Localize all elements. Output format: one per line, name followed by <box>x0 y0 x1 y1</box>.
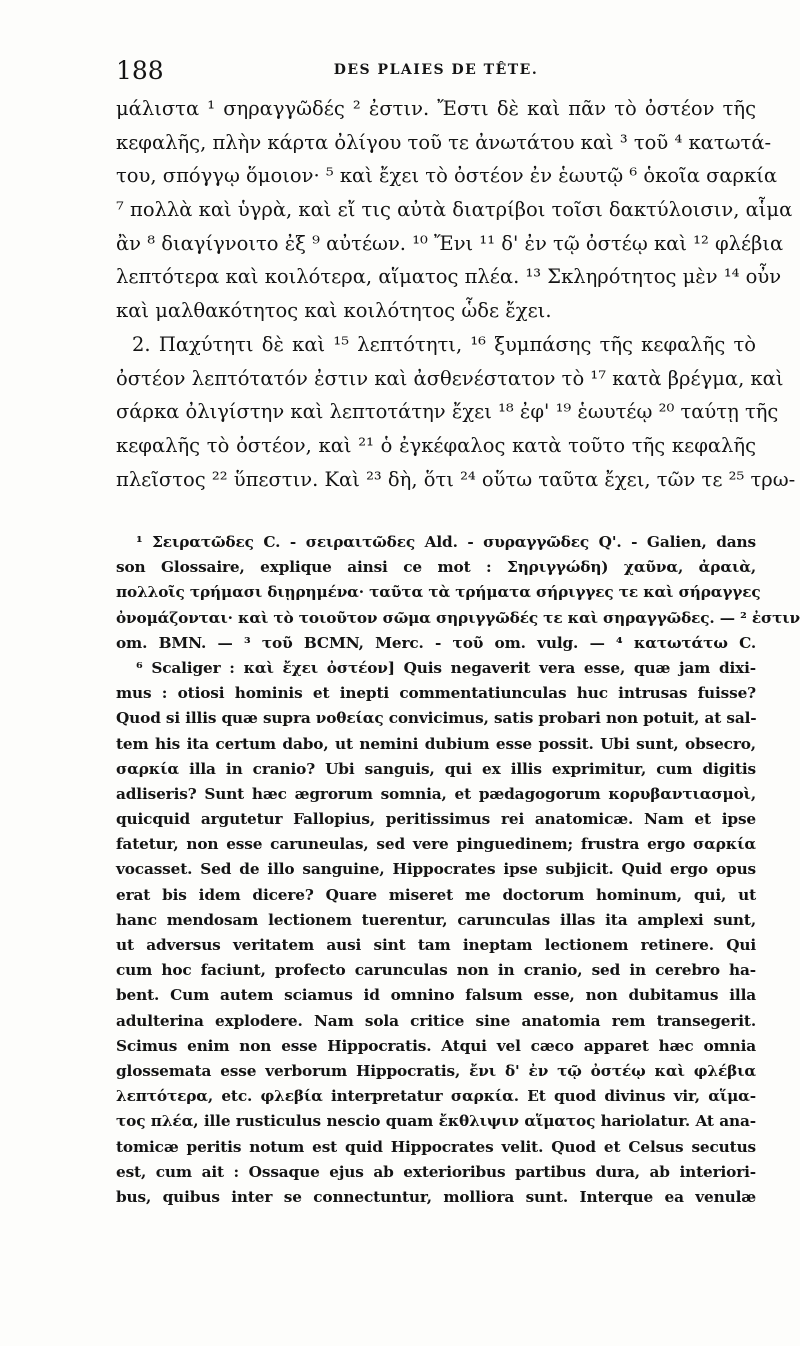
main-text <box>116 92 796 496</box>
main-text-line: κεφαλῆς τὸ ὀστέον, καὶ ²¹ ὁ ἐγκέφαλος κατὰ τοῦτο τῆς κεφαλῆς <box>116 433 756 457</box>
footnote-line: πολλοῖς τρήμασι διῃρημένα· ταῦτα τὰ τρήματα σήριγγες τε καὶ σήραγγες <box>116 583 761 602</box>
footnote-line: ut adversus veritatem ausi sint tam ineptam lectionem retinere. Qui <box>116 936 756 954</box>
main-text-line: ἂν ⁸ διαγίγνοιτο ἐξ ⁹ αὐτέων. ¹⁰ Ἔνι ¹¹ δ' ἐν τῷ ὀστέῳ καὶ ¹² φλέβια <box>116 231 784 255</box>
footnotes <box>116 530 800 1210</box>
footnote-line: Scimus enim non esse Hippocratis. Atqui vel cæco apparet hæc omnia <box>116 1036 756 1055</box>
main-text-line: κεφαλῆς, πλὴν κάρτα ὀλίγου τοῦ τε ἀνωτάτου καὶ ³ τοῦ ⁴ κατωτά- <box>116 130 772 154</box>
footnote-line: tomicæ peritis notum est quid Hippocrates velit. Quod et Celsus secutus <box>116 1137 756 1156</box>
main-text-line: καὶ μαλθακότητος καὶ κοιλότητος ὧδε ἔχει. <box>116 299 552 323</box>
page-header <box>116 56 756 86</box>
footnote-line: vocasset. Sed de illo sanguine, Hippocrates ipse subjicit. Quid ergo opus <box>116 860 756 879</box>
footnote-line: λεπτότερα, etc. φλεβία interpretatur σαρκία. Et quod divinus vir, αἵμα- <box>116 1087 756 1106</box>
running-head: DES PLAIES DE TÊTE. <box>333 62 539 78</box>
main-text-line: πλεῖστος ²² ὕπεστιν. Καὶ ²³ δὴ, ὅτι ²⁴ οὕτω ταῦτα ἔχει, τῶν τε ²⁵ τρω- <box>116 467 796 491</box>
main-text-line: λεπτότερα καὶ κοιλότερα, αἵματος πλέα. ¹³ Σκληρότητος μὲν ¹⁴ οὖν <box>116 265 782 289</box>
footnote-line: σαρκία illa in cranio? Ubi sanguis, qui ex illis exprimitur, cum digitis <box>116 759 756 778</box>
footnote-line: om. BMN. — ³ τοῦ BCMN, Merc. - τοῦ om. vulg. — ⁴ κατωτάτω C. <box>116 633 756 652</box>
page-number: 188 <box>116 56 164 85</box>
footnote-line: mus : otiosi hominis et inepti commentatiunculas huc intrusas fuisse? <box>116 684 756 703</box>
footnote-line: ¹ Σειρατῶδες C. - σειραιτῶδες Ald. - συραγγῶδες Q'. - Galien, dans <box>136 533 756 551</box>
footnote-line: est, cum ait : Ossaque ejus ab exterioribus partibus dura, ab interiori- <box>116 1162 756 1181</box>
footnote-line: fatetur, non esse caruneulas, sed vere pinguedinem; frustra ergo σαρκία <box>116 835 756 854</box>
footnote-line: quicquid argutetur Fallopius, peritissimus rei anatomicæ. Nam et ipse <box>116 810 756 829</box>
main-text-line: μάλιστα ¹ σηραγγῶδές ² ἐστιν. Ἔστι δὲ καὶ πᾶν τὸ ὀστέον τῆς <box>116 97 756 120</box>
footnote-line: glossemata esse verborum Hippocratis, ἔνι δ' ἐν τῷ ὀστέῳ καὶ φλέβια <box>116 1061 756 1080</box>
footnote-line: adliseris? Sunt hæc ægrorum somnia, et pædagogorum κορυβαντιασμοὶ, <box>116 784 756 803</box>
footnote-line: tem his ita certum dabo, ut nemini dubium esse possit. Ubi sunt, obsecro, <box>116 734 756 753</box>
main-text-line: του, σπόγγῳ ὅμοιον· ⁵ καὶ ἔχει τὸ ὀστέον ἐν ἑωυτῷ ⁶ ὁκοῖα σαρκία <box>116 164 778 188</box>
footnote-line: Quod si illis quæ supra νοθείας convicimus, satis probari non potuit, at sal- <box>116 709 757 728</box>
footnote-line: ⁶ Scaliger : καὶ ἔχει ὀστέον] Quis negaverit vera esse, quæ jam dixi- <box>136 658 756 677</box>
footnote-line: bent. Cum autem sciamus id omnino falsum esse, non dubitamus illa <box>116 986 756 1005</box>
footnote-line: son Glossaire, explique ainsi ce mot : Σηριγγώδη) χαῦνα, ἀραιὰ, <box>116 558 756 577</box>
main-text-line: ὀστέον λεπτότατόν ἐστιν καὶ ἀσθενέστατον τὸ ¹⁷ κατὰ βρέγμα, καὶ <box>116 366 784 390</box>
footnote-line: hanc mendosam lectionem tuerentur, carunculas illas ita amplexi sunt, <box>116 910 756 929</box>
footnote-line: bus, quibus inter se connectuntur, molliora sunt. Interque ea venulæ <box>116 1187 756 1206</box>
footnote-line: τος πλέα, ille rusticulus nescio quam ἔκθλιψιν αἵματος hariolatur. At ana- <box>116 1112 756 1131</box>
footnote-line: erat bis idem dicere? Quare miseret me doctorum hominum, qui, ut <box>116 885 756 904</box>
main-text-line: ⁷ πολλὰ καὶ ὑγρὰ, καὶ εἴ τις αὐτὰ διατρίβοι τοῖσι δακτύλοισιν, αἷμα <box>116 198 793 222</box>
footnote-line: ὀνομάζονται· καὶ τὸ τοιοῦτον σῶμα σηριγγῶδές τε καὶ σηραγγῶδες. — ² ἐστιν <box>116 608 800 627</box>
footnote-line: adulterina explodere. Nam sola critice sine anatomia rem transegerit. <box>116 1011 756 1030</box>
main-text-line: σάρκα ὀλιγίστην καὶ λεπτοτάτην ἔχει ¹⁸ ἐφ' ¹⁹ ἑωυτέῳ ²⁰ ταύτῃ τῆς <box>116 400 779 424</box>
footnote-line: cum hoc faciunt, profecto carunculas non in cranio, sed in cerebro ha- <box>116 961 756 980</box>
main-text-line: 2. Παχύτητι δὲ καὶ ¹⁵ λεπτότητι, ¹⁶ ξυμπάσης τῆς κεφαλῆς τὸ <box>132 332 756 356</box>
